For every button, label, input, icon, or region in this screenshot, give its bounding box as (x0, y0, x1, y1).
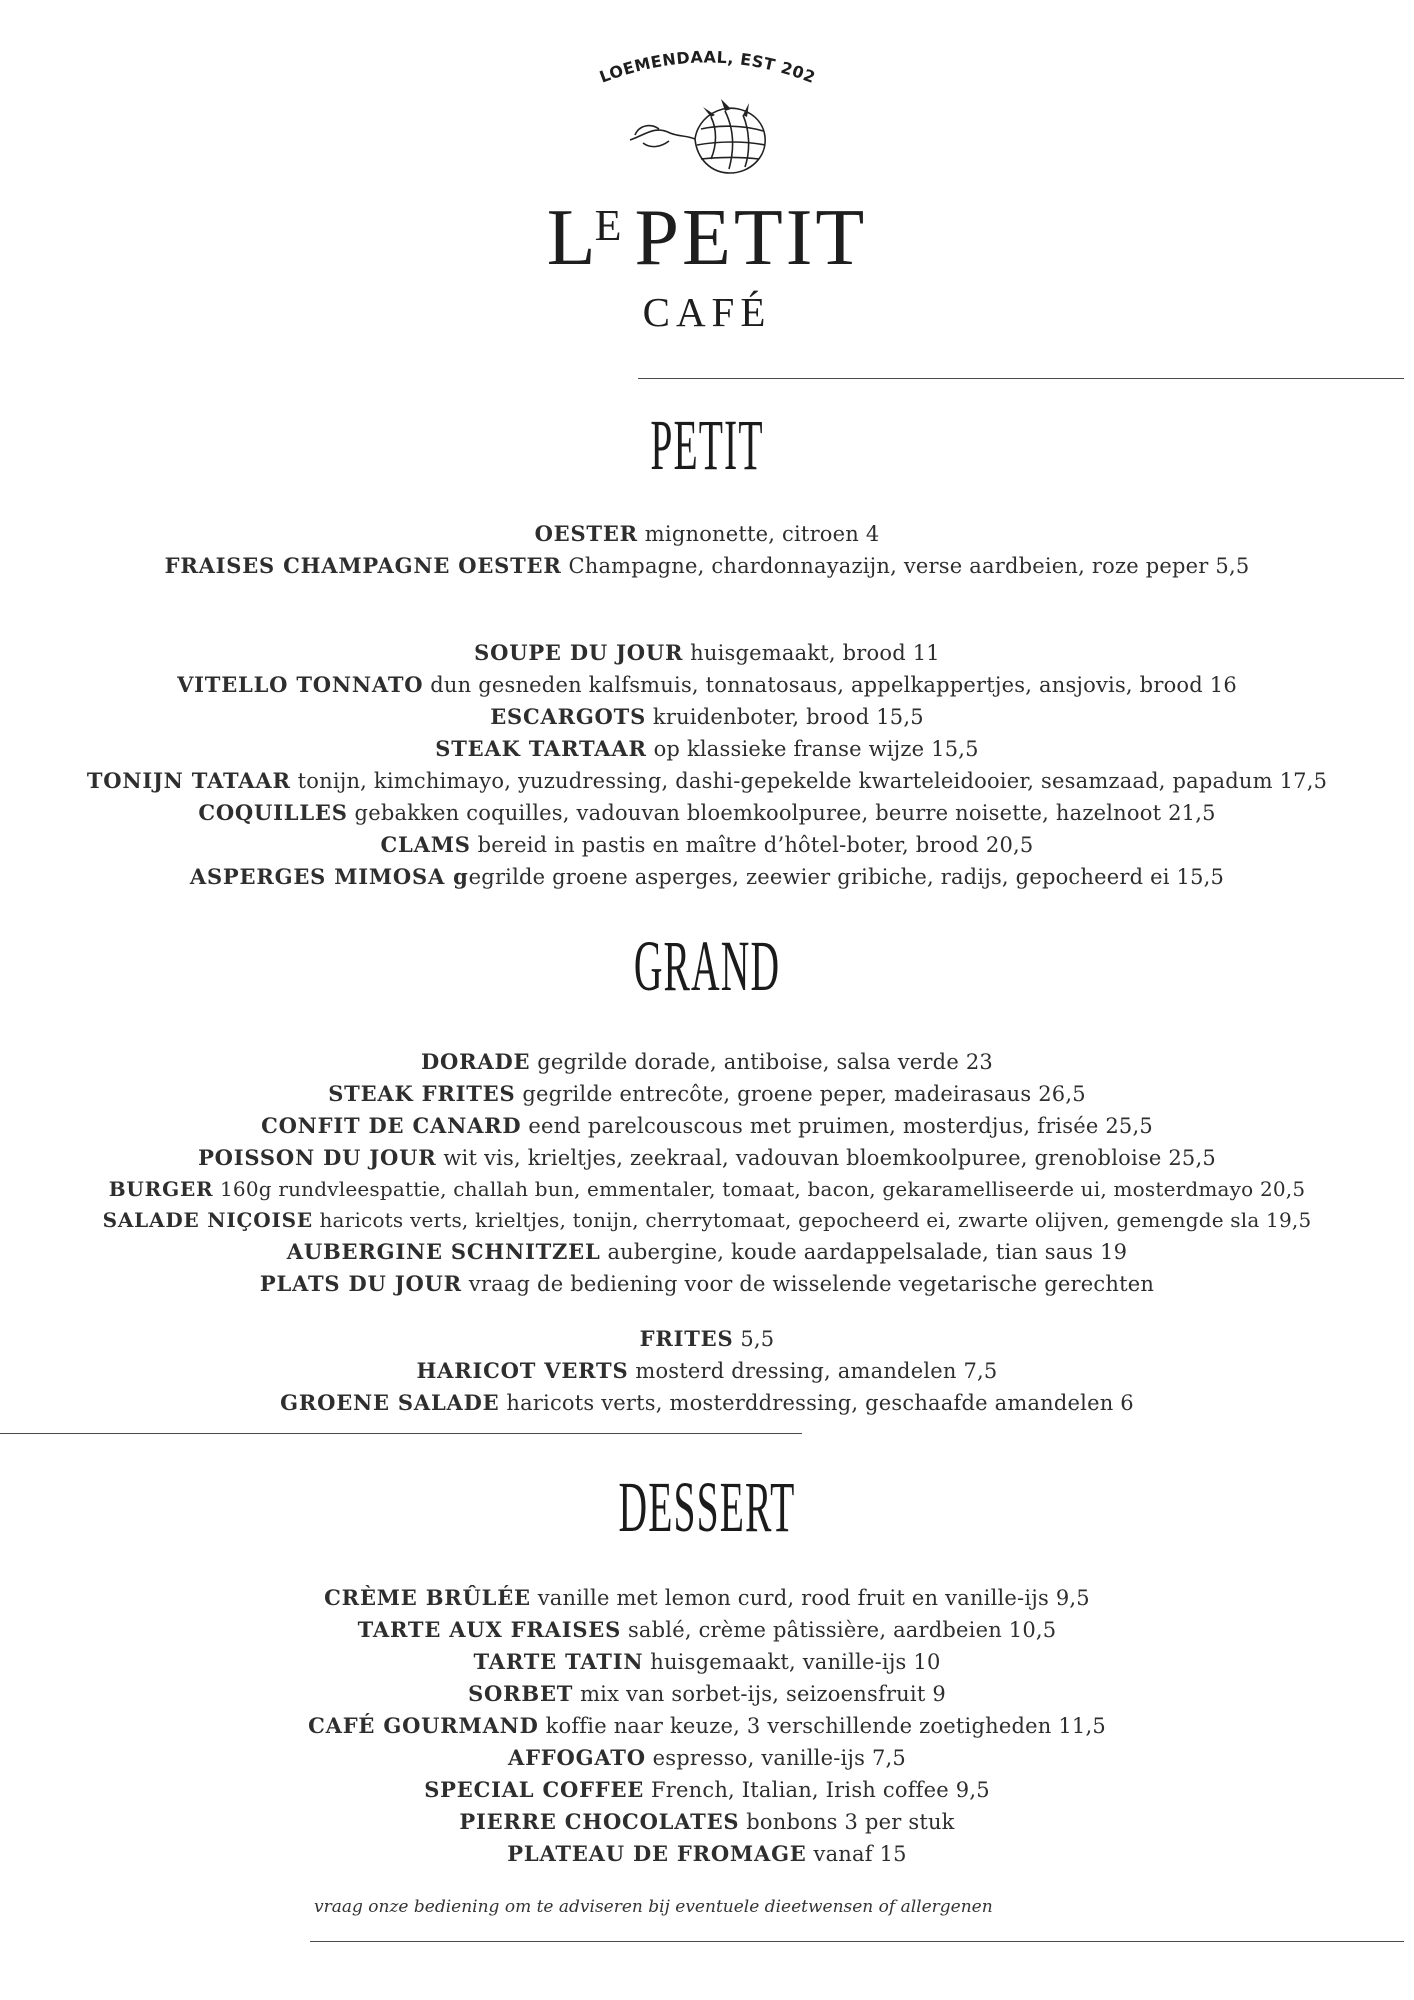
tagline-text: LOEMENDAAL, EST 202 (596, 47, 819, 88)
menu-item: CRÈME BRÛLÉE vanille met lemon curd, rood fruit en vanille-ijs 9,5 (324, 1585, 1090, 1610)
menu-item: DORADE gegrilde dorade, antiboise, salsa verde 23 (421, 1049, 993, 1074)
menu-item: COQUILLES gebakken coquilles, vadouvan bloemkoolpuree, beurre noisette, hazelnoot 21,5 (198, 800, 1216, 825)
grand-group-1 (0, 1046, 1414, 1300)
menu-item: CLAMS bereid in pastis en maître d’hôtel-boter, brood 20,5 (380, 832, 1034, 857)
menu-item: HARICOT VERTS mosterd dressing, amandelen 7,5 (416, 1358, 998, 1383)
menu-item: TARTE AUX FRAISES sablé, crème pâtissière, aardbeien 10,5 (357, 1617, 1057, 1642)
menu-item: SPECIAL COFFEE French, Italian, Irish coffee 9,5 (424, 1777, 990, 1802)
menu-item: PLATEAU DE FROMAGE vanaf 15 (507, 1841, 907, 1866)
menu-item: FRAISES CHAMPAGNE OESTER Champagne, chardonnayazijn, verse aardbeien, roze peper 5,5 (164, 553, 1250, 578)
section-title-dessert: DESSERT (618, 1467, 796, 1547)
menu-item: GROENE SALADE haricots verts, mosterddressing, geschaafde amandelen 6 (280, 1390, 1134, 1415)
section-title-petit: PETIT (650, 405, 764, 485)
menu-item: CONFIT DE CANARD eend parelcouscous met pruimen, mosterdjus, frisée 25,5 (261, 1113, 1153, 1138)
menu-item: TONIJN TATAAR tonijn, kimchimayo, yuzudressing, dashi-gepekelde kwarteleidooier, sesamzaad, papadum 17,5 (86, 768, 1328, 793)
logo-main: PETIT (634, 194, 868, 282)
menu-item: AUBERGINE SCHNITZEL aubergine, koude aardappelsalade, tian saus 19 (286, 1239, 1128, 1264)
menu-item: ESCARGOTS kruidenboter, brood 15,5 (490, 704, 924, 729)
divider-top (638, 378, 1404, 379)
svg-text:BLOEMENDAAL, EST 2025 (577, 40, 818, 87)
petit-group-2 (0, 637, 1414, 893)
menu-item: POISSON DU JOUR wit vis, krieltjes, zeekraal, vadouvan bloemkoolpuree, grenobloise 25,5 (198, 1145, 1216, 1170)
menu-item: VITELLO TONNATO dun gesneden kalfsmuis, tonnatosaus, appelkappertjes, ansjovis, brood 16 (177, 672, 1237, 697)
section-title-grand: GRAND (633, 926, 781, 1006)
menu-item: STEAK FRITES gegrilde entrecôte, groene peper, madeirasaus 26,5 (328, 1081, 1086, 1106)
menu-item: BURGER 160g rundvleespattie, challah bun, emmentaler, tomaat, bacon, gekaramelliseerde ui, mosterdmayo 20,5 (108, 1177, 1306, 1201)
menu-item: FRITES 5,5 (639, 1326, 775, 1351)
artichoke-icon (625, 95, 795, 185)
menu-item: SORBET mix van sorbet-ijs, seizoensfruit 9 (468, 1681, 946, 1706)
tagline-arc (577, 40, 837, 90)
petit-group-1 (0, 518, 1414, 582)
menu-item: OESTER mignonette, citroen 4 (534, 521, 880, 546)
footer-note: vraag onze bediening om te adviseren bij eventuele dieetwensen of allergenen (314, 1897, 993, 1917)
menu-item: ASPERGES MIMOSA gegrilde groene asperges, zeewier gribiche, radijs, gepocheerd ei 15,5 (189, 864, 1225, 889)
logo-prefix: $L^E$ (546, 194, 625, 282)
menu-item: AFFOGATO espresso, vanille-ijs 7,5 (507, 1745, 906, 1770)
grand-group-2 (0, 1323, 1414, 1419)
tagline (0, 40, 1414, 95)
menu-item: SALADE NIÇOISE haricots verts, krieltjes, tonijn, cherrytomaat, gepocheerd ei, zwarte olijven, gemengde sla 19,5 (102, 1208, 1312, 1232)
divider-middle (0, 1433, 802, 1434)
divider-bottom (310, 1941, 1404, 1942)
dessert-group (0, 1582, 1414, 1870)
logo-title (0, 194, 1414, 282)
menu-item: STEAK TARTAAR op klassieke franse wijze 15,5 (435, 736, 979, 761)
menu-item: TARTE TATIN huisgemaakt, vanille-ijs 10 (473, 1649, 941, 1674)
menu-item: CAFÉ GOURMAND koffie naar keuze, 3 verschillende zoetigheden 11,5 (308, 1713, 1106, 1738)
menu-item: PIERRE CHOCOLATES bonbons 3 per stuk (459, 1809, 955, 1834)
logo-subtitle: CAFÉ (642, 289, 772, 335)
menu-item: PLATS DU JOUR vraag de bediening voor de wisselende vegetarische gerechten (259, 1271, 1155, 1296)
menu-item: SOUPE DU JOUR huisgemaakt, brood 11 (474, 640, 940, 665)
